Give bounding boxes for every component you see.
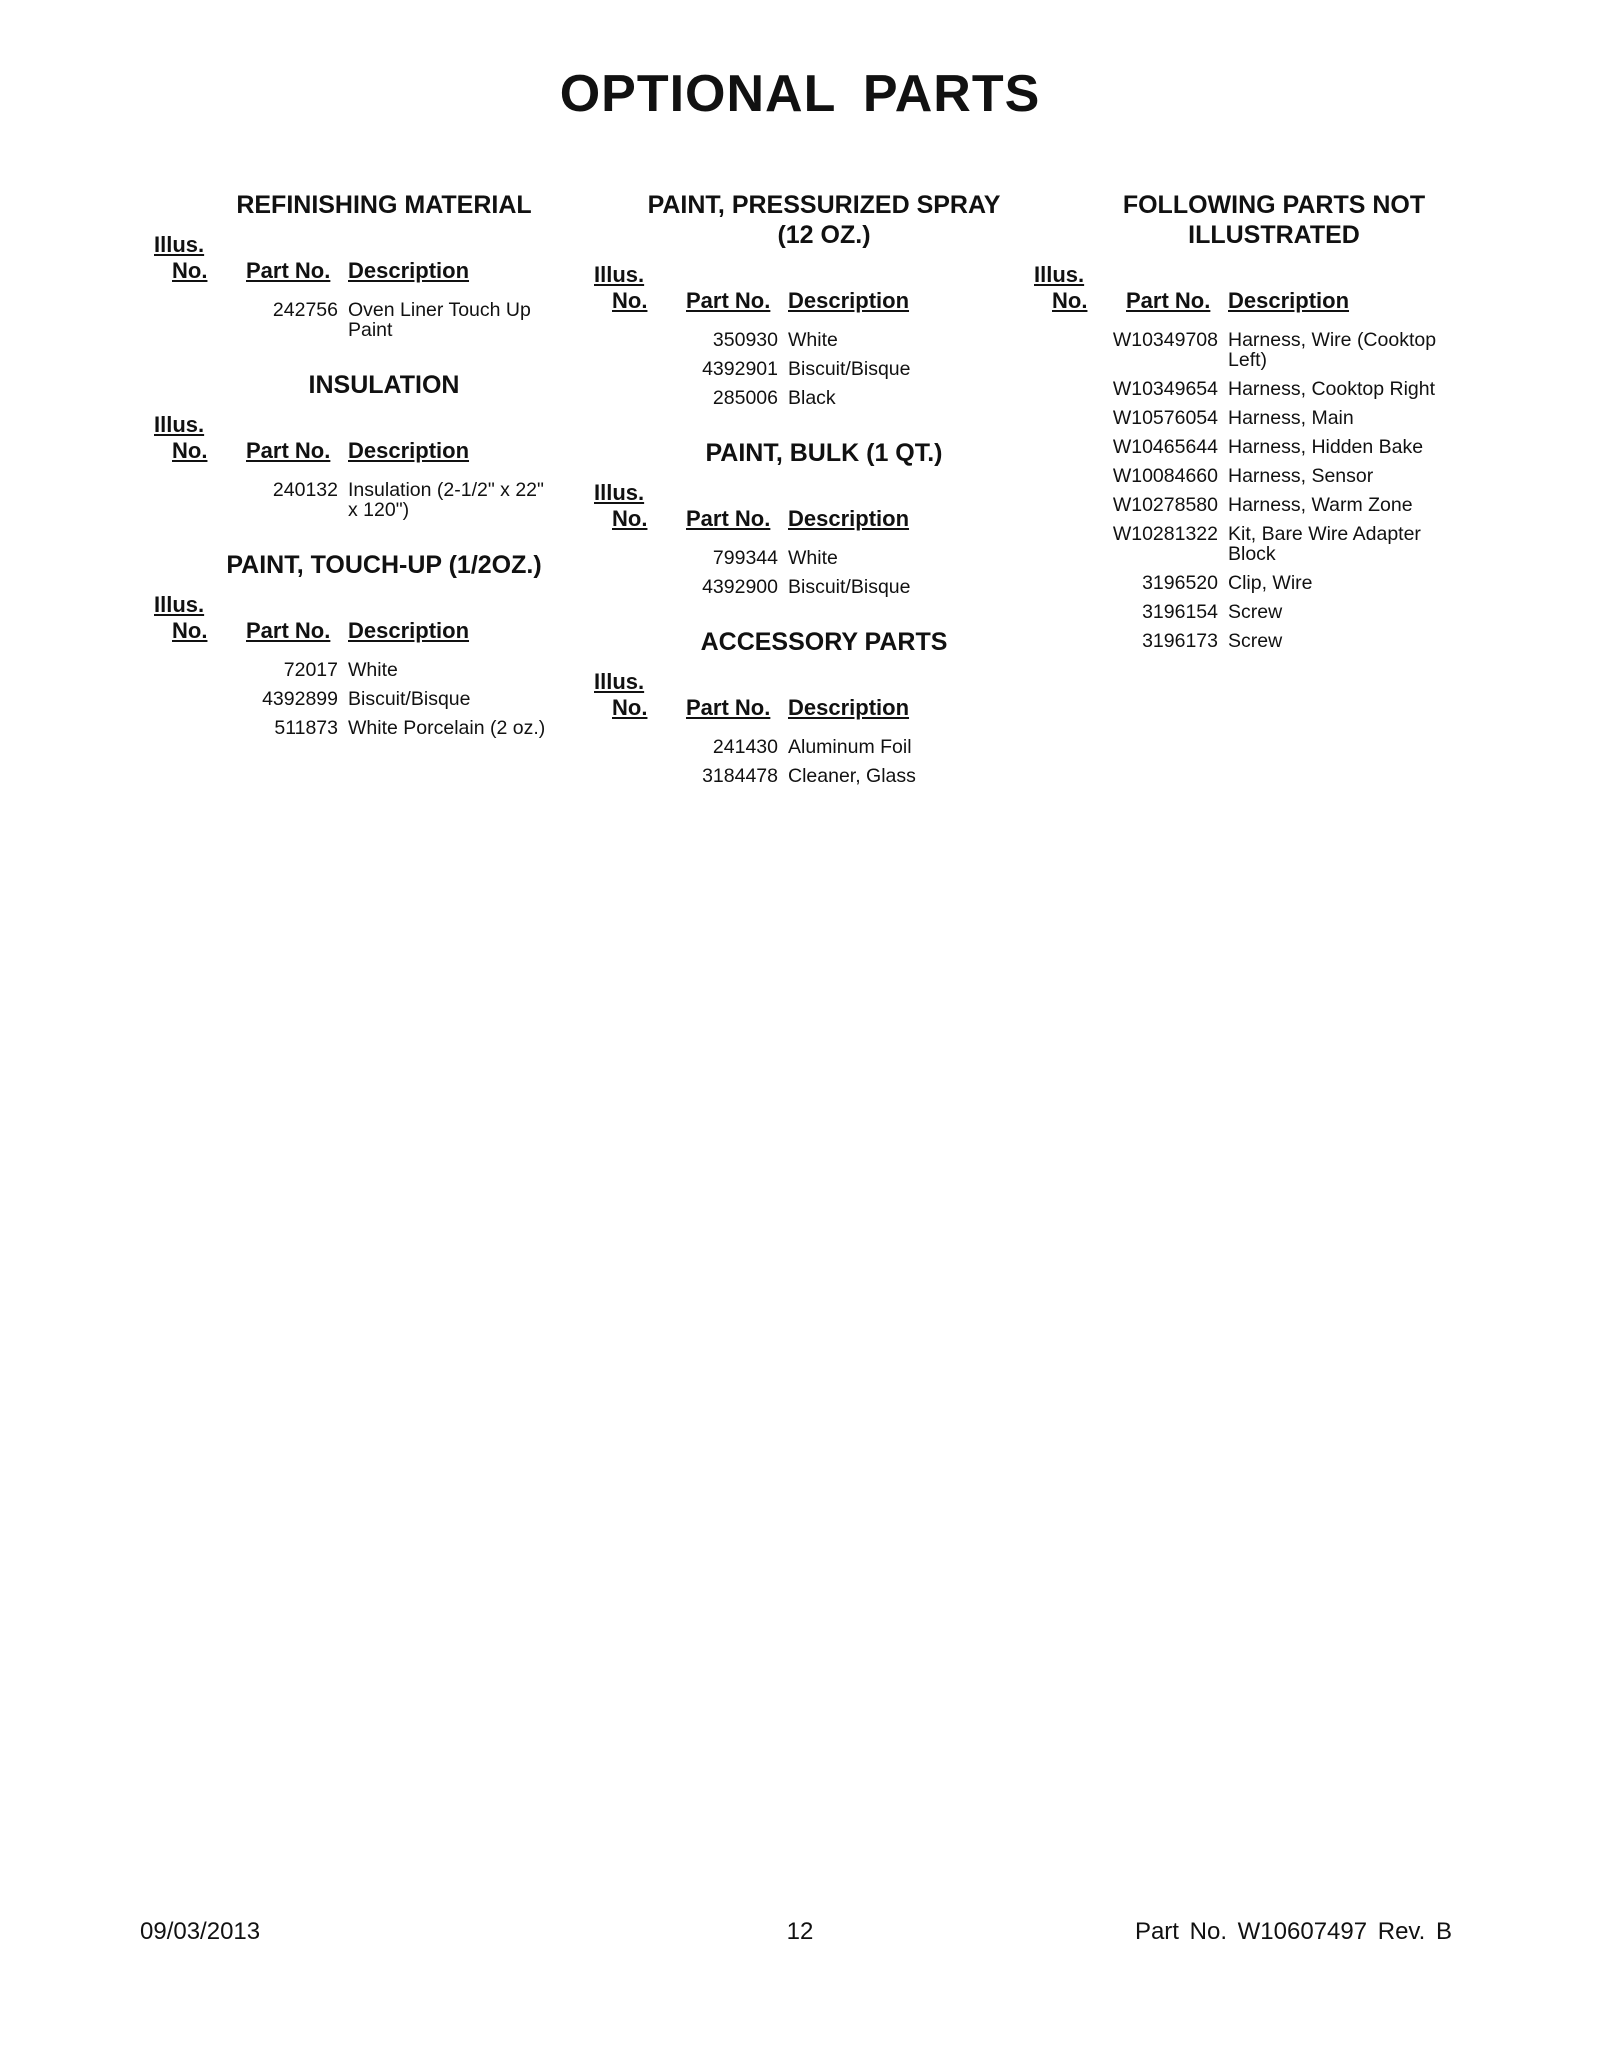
illus-no-header: No. <box>1052 288 1088 313</box>
part-number: W10349708 <box>1112 329 1218 351</box>
table-row <box>594 737 1014 757</box>
part-description: Aluminum Foil <box>788 736 912 758</box>
illus-no-header: No. <box>172 618 208 643</box>
part-description: White <box>788 329 838 351</box>
table-row <box>154 660 574 680</box>
part-number: 350930 <box>712 329 778 351</box>
part-description: Cleaner, Glass <box>788 765 916 787</box>
part-description: Harness, Sensor <box>1228 465 1374 487</box>
illus-header: Illus. <box>154 412 205 437</box>
illus-no-header: No. <box>172 258 208 283</box>
column-headers <box>154 220 574 286</box>
part-number: 4392899 <box>262 688 338 710</box>
part-number: W10576054 <box>1112 407 1218 429</box>
description-header: Description <box>788 288 910 313</box>
part-description: Screw <box>1228 630 1283 652</box>
part-number: W10278580 <box>1112 494 1218 516</box>
part-description: White <box>348 659 398 681</box>
part-description: Clip, Wire <box>1228 572 1313 594</box>
parts-section <box>594 190 1014 408</box>
illus-header: Illus. <box>594 480 645 505</box>
part-number: 511873 <box>274 717 338 739</box>
parts-column <box>1034 190 1474 681</box>
part-description: Oven Liner Touch Up Paint <box>348 299 531 341</box>
part-description: Insulation (2-1/2" x 22" x 120") <box>348 479 544 521</box>
part-description: White <box>788 547 838 569</box>
part-number: 3196173 <box>1142 630 1218 652</box>
section-title: FOLLOWING PARTS NOT ILLUSTRATED <box>1122 191 1426 249</box>
section-title: ACCESSORY PARTS <box>700 628 948 656</box>
table-row <box>1034 495 1474 515</box>
column-headers <box>154 580 574 646</box>
part-no-header: Part No. <box>686 506 771 531</box>
section-title: PAINT, BULK (1 QT.) <box>705 439 943 467</box>
table-row <box>1034 330 1474 370</box>
table-row <box>594 766 1014 786</box>
table-row <box>1034 631 1474 651</box>
table-row <box>594 388 1014 408</box>
part-description: Biscuit/Bisque <box>788 358 911 380</box>
parts-section <box>594 438 1014 597</box>
description-header: Description <box>788 695 910 720</box>
table-row <box>1034 408 1474 428</box>
table-row <box>1034 466 1474 486</box>
description-header: Description <box>348 618 470 643</box>
part-number: W10084660 <box>1112 465 1218 487</box>
parts-section <box>1034 190 1474 651</box>
part-description: White Porcelain (2 oz.) <box>348 717 546 739</box>
part-number: 799344 <box>712 547 778 569</box>
table-row <box>1034 602 1474 622</box>
part-number: 4392901 <box>702 358 778 380</box>
footer-page-number: 12 <box>786 1918 814 1945</box>
column-headers <box>594 468 1014 534</box>
table-row <box>154 300 574 340</box>
description-header: Description <box>348 258 470 283</box>
part-number: 242756 <box>272 299 338 321</box>
part-number: 285006 <box>712 387 778 409</box>
part-number: 3184478 <box>702 765 778 787</box>
illus-no-header: No. <box>172 438 208 463</box>
part-description: Biscuit/Bisque <box>788 576 911 598</box>
page-title: OPTIONAL PARTS <box>559 65 1041 123</box>
part-description: Screw <box>1228 601 1283 623</box>
parts-section <box>154 190 574 340</box>
illus-header: Illus. <box>154 592 205 617</box>
part-number: 241430 <box>712 736 778 758</box>
section-title: PAINT, TOUCH-UP (1/2OZ.) <box>226 551 542 579</box>
table-row <box>594 359 1014 379</box>
table-row <box>1034 437 1474 457</box>
part-number: 3196154 <box>1142 601 1218 623</box>
column-headers <box>594 657 1014 723</box>
column-headers <box>1034 250 1474 316</box>
table-row <box>154 480 574 520</box>
part-description: Harness, Main <box>1228 407 1354 429</box>
illus-no-header: No. <box>612 506 648 531</box>
illus-no-header: No. <box>612 695 648 720</box>
part-number: 72017 <box>283 659 338 681</box>
illus-header: Illus. <box>154 232 205 257</box>
illus-header: Illus. <box>594 669 645 694</box>
part-description: Black <box>788 387 836 409</box>
part-description: Harness, Hidden Bake <box>1228 436 1424 458</box>
table-row <box>154 718 574 738</box>
description-header: Description <box>788 506 910 531</box>
illus-no-header: No. <box>612 288 648 313</box>
description-header: Description <box>348 438 470 463</box>
part-number: 3196520 <box>1142 572 1218 594</box>
part-description: Harness, Warm Zone <box>1228 494 1413 516</box>
column-headers <box>594 250 1014 316</box>
part-description: Harness, Wire (Cooktop Left) <box>1228 329 1437 371</box>
part-number: W10281322 <box>1112 523 1218 545</box>
part-description: Harness, Cooktop Right <box>1228 378 1436 400</box>
part-number: W10465644 <box>1112 436 1218 458</box>
parts-section <box>154 550 574 738</box>
footer-date: 09/03/2013 <box>140 1918 261 1945</box>
part-no-header: Part No. <box>246 618 331 643</box>
part-description: Biscuit/Bisque <box>348 688 471 710</box>
parts-section <box>154 370 574 520</box>
table-row <box>594 330 1014 350</box>
table-row <box>1034 573 1474 593</box>
table-row <box>1034 379 1474 399</box>
section-title: REFINISHING MATERIAL <box>236 191 532 219</box>
part-number: 4392900 <box>702 576 778 598</box>
parts-column <box>154 190 574 768</box>
part-no-header: Part No. <box>686 288 771 313</box>
description-header: Description <box>1228 288 1350 313</box>
part-no-header: Part No. <box>246 438 331 463</box>
illus-header: Illus. <box>594 262 645 287</box>
table-row <box>1034 524 1474 564</box>
part-no-header: Part No. <box>1126 288 1211 313</box>
section-title: PAINT, PRESSURIZED SPRAY (12 OZ.) <box>647 191 1001 249</box>
table-row <box>594 577 1014 597</box>
column-headers <box>154 400 574 466</box>
parts-section <box>594 627 1014 786</box>
part-no-header: Part No. <box>686 695 771 720</box>
footer-part-number: Part No. W10607497 Rev. B <box>1134 1918 1452 1945</box>
part-number: W10349654 <box>1112 378 1218 400</box>
part-description: Kit, Bare Wire Adapter Block <box>1228 523 1421 565</box>
table-row <box>594 548 1014 568</box>
parts-column <box>594 190 1014 816</box>
part-number: 240132 <box>272 479 338 501</box>
illus-header: Illus. <box>1034 262 1085 287</box>
table-row <box>154 689 574 709</box>
section-title: INSULATION <box>308 371 460 399</box>
part-no-header: Part No. <box>246 258 331 283</box>
